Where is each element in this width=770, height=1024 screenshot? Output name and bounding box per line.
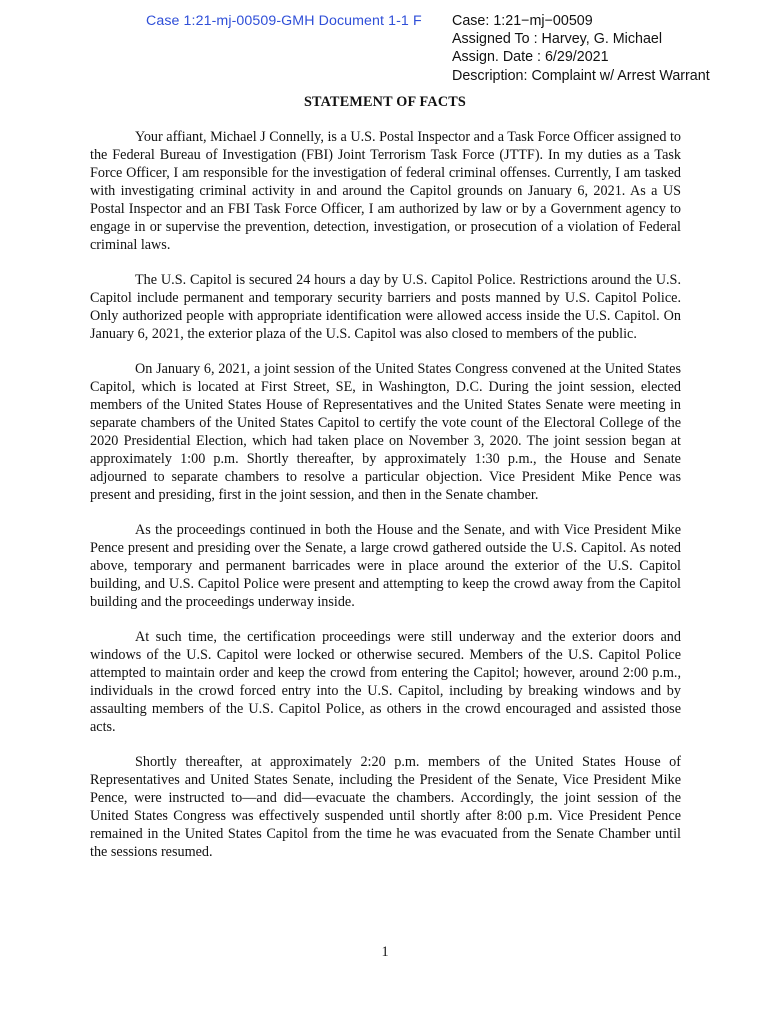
case-assignment-stamp xyxy=(446,10,770,85)
stamp-case-number: Case: 1:21−mj−00509 xyxy=(452,13,593,29)
paragraph-2: The U.S. Capitol is secured 24 hours a day by U.S. Capitol Police. Restrictions around the U.S. Capitol include permanent and temporary security barriers and posts manned by U.S. Capitol Police. Only authorized people with appropriate identification were allowed access inside the U.S. Capitol. On January 6, 2021, the exterior plaza of the U.S. Capitol was also closed to members of the public. xyxy=(90,272,681,342)
paragraph-3: On January 6, 2021, a joint session of the United States Congress convened at the United States Capitol, which is located at First Street, SE, in Washington, D.C. During the joint session, elected members of the United States House of Representatives and the United States Senate were meeting in separate chambers of the United States Capitol to certify the vote count of the Electoral College of the 2020 Presidential Election, which had taken place on November 3, 2020. The joint session began at approximately 1:00 p.m. Shortly thereafter, by approximately 1:30 p.m., the House and Senate adjourned to separate chambers to resolve a particular objection. Vice President Mike Pence was present and presiding, first in the joint session, and then in the Senate chamber. xyxy=(90,361,681,503)
stamp-assign-date: Assign. Date : 6/29/2021 xyxy=(452,49,609,66)
paragraph-1: Your affiant, Michael J Connelly, is a U.S. Postal Inspector and a Task Force Officer assigned to the Federal Bureau of Investigation (FBI) Joint Terrorism Task Force (JTTF). In my duties as a Task Force Officer, I am responsible for the investigation of federal criminal offenses. Currently, I am tasked with investigating criminal activity in and around the Capitol grounds on January 6, 2021. As a US Postal Inspector and an FBI Task Force Officer, I am authorized by law or by a Government agency to engage in or supervise the prevention, detection, investigation, or prosecution of a violation of Federal criminal laws. xyxy=(90,129,681,253)
paragraph-5: At such time, the certification proceedings were still underway and the exterior doors and windows of the U.S. Capitol were locked or otherwise secured. Members of the U.S. Capitol Police attempted to maintain order and keep the crowd from entering the Capitol; however, around 2:00 p.m., individuals in the crowd forced entry into the U.S. Capitol, including by breaking windows and by assaulting members of the U.S. Capitol Police, as others in the crowd encouraged and assisted those acts. xyxy=(90,629,681,735)
document-body xyxy=(90,128,681,878)
stamp-assigned-to: Assigned To : Harvey, G. Michael xyxy=(452,31,663,48)
document-title: STATEMENT OF FACTS xyxy=(303,94,467,110)
stamp-description: Description: Complaint w/ Arrest Warrant xyxy=(452,67,710,84)
paragraph-4: As the proceedings continued in both the House and the Senate, and with Vice President Mike Pence present and presiding over the Senate, a large crowd gathered outside the U.S. Capitol. As noted above, temporary and permanent barricades were in place around the exterior of the U.S. Capitol building, and U.S. Capitol Police were present and attempting to keep the crowd away from the Capitol building and the proceedings underway inside. xyxy=(90,522,681,610)
page-number: 1 xyxy=(381,944,389,960)
case-header-line: Case 1:21-mj-00509-GMH Document 1-1 F xyxy=(146,13,422,29)
paragraph-6: Shortly thereafter, at approximately 2:20 p.m. members of the United States House of Representatives and United States Senate, including the President of the Senate, Vice President Mike Pence, were instructed to—and did—evacuate the chambers. Accordingly, the joint session of the United States Congress was effectively suspended until shortly after 8:00 p.m. Vice President Pence remained in the United States Capitol from the time he was evacuated from the Senate Chamber until the sessions resumed. xyxy=(90,754,681,860)
